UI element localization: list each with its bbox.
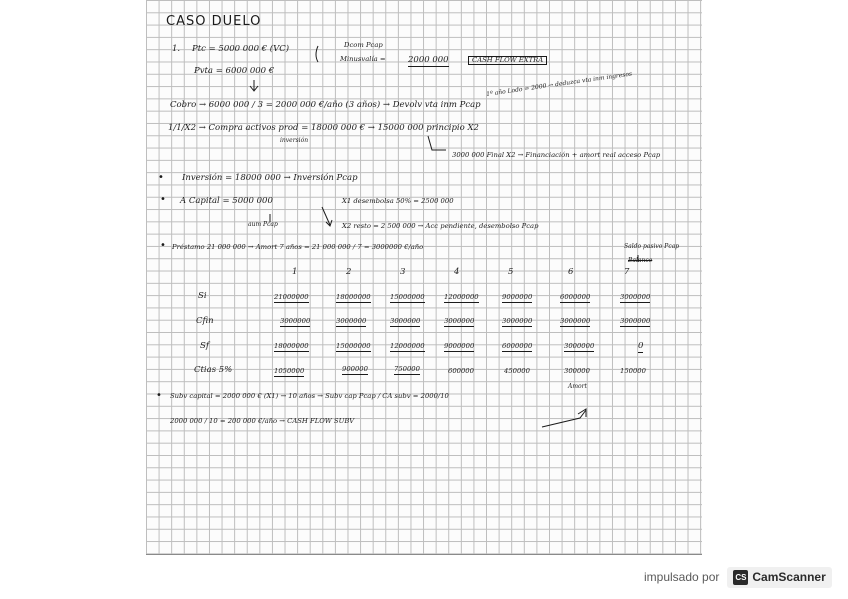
note-line: 1/1/X2 → Compra activos prod = 18000 000 € → 15000 000 principio X2 <box>168 123 479 133</box>
table-cell: 3000000 <box>564 342 595 350</box>
year-header: 1 <box>292 267 298 277</box>
note-line: inversión <box>280 137 309 144</box>
page-title: CASO DUELO <box>166 14 262 29</box>
note-line: Minusvalía = <box>340 55 386 63</box>
bullet: • <box>158 172 164 183</box>
table-row-label: Cfin <box>196 316 214 326</box>
table-cell: 15000000 <box>390 293 425 301</box>
camscanner-logo-icon: CS <box>733 570 748 585</box>
table-cell: 3000000 <box>560 317 591 325</box>
table-cell: 12000000 <box>444 293 479 301</box>
table-cell: 1050000 <box>274 367 305 375</box>
table-cell: 900000 <box>342 365 368 373</box>
table-row-label: Ctias 5% <box>194 365 233 375</box>
note-line: Subv capital = 2000 000 € (X1) → 10 años → Subv cap Pcap / CA subv = 2000/10 <box>170 392 449 400</box>
year-header: 3 <box>400 267 406 277</box>
note-line: Préstamo 21 000 000 → Amort 7 años = 21 000 000 / 7 = 3000000 €/año <box>172 243 424 251</box>
note-line: 2000 000 / 10 = 200 000 €/año → CASH FLOW SUBV <box>170 417 355 425</box>
table-cell: 3000000 <box>620 293 651 301</box>
table-cell: 3000000 <box>620 317 651 325</box>
handwritten-arrows <box>146 0 702 554</box>
table-cell: 600000 <box>448 367 474 375</box>
note-line: Saldo pasivo Pcap <box>624 243 680 250</box>
note-line: Amort <box>568 383 587 390</box>
table-cell: 3000000 <box>444 317 475 325</box>
note-line: Dcom Pcap <box>344 41 383 49</box>
note-line: 2000 000 <box>408 55 449 65</box>
table-cell: 9000000 <box>444 342 475 350</box>
table-row-label: Si <box>198 291 207 301</box>
table-cell: 3000000 <box>336 317 367 325</box>
note-line: Inversión = 18000 000 → Inversión Pcap <box>182 173 358 183</box>
year-header: 5 <box>508 267 514 277</box>
notebook-page <box>146 0 702 555</box>
note-line: CASH FLOW EXTRA <box>468 56 547 65</box>
note-line: Pvta = 6000 000 € <box>194 66 275 76</box>
bullet: • <box>160 194 166 205</box>
camscanner-brand: CamScanner <box>752 570 826 584</box>
table-cell: 6000000 <box>560 293 591 301</box>
table-cell: 15000000 <box>336 342 371 350</box>
table-cell: 12000000 <box>390 342 425 350</box>
note-line: 1. <box>172 44 181 54</box>
note-line: A Capital = 5000 000 <box>180 196 273 206</box>
year-header: 4 <box>454 267 460 277</box>
note-line: 1º año Lodo = 2000 → deduzca vta inm ingresos <box>485 70 633 98</box>
table-cell: 3000000 <box>390 317 421 325</box>
table-cell: 18000000 <box>274 342 309 350</box>
table-cell: 3000000 <box>280 317 311 325</box>
camscanner-logo <box>727 567 831 588</box>
table-row-label: Sf <box>200 341 209 351</box>
year-header: 2 <box>346 267 352 277</box>
table-cell: 3000000 <box>502 317 533 325</box>
note-line: 3000 000 Final X2 → Financiación + amort real acceso Pcap <box>452 151 661 159</box>
note-line: X2 resto = 2 500 000 → Acc pendiente, desembolso Pcap <box>342 222 539 230</box>
table-cell: 6000000 <box>502 342 533 350</box>
bullet: • <box>160 240 166 251</box>
table-cell: 150000 <box>620 367 646 375</box>
scanner-watermark <box>644 566 832 588</box>
powered-by-text: impulsado por <box>644 570 720 584</box>
table-cell: 750000 <box>394 365 420 373</box>
note-line: X1 desembolsa 50% = 2500 000 <box>342 197 454 205</box>
year-header: 6 <box>568 267 574 277</box>
note-line: aum Pcap <box>248 221 278 228</box>
note-line: Balance <box>628 257 653 264</box>
table-cell: 450000 <box>504 367 530 375</box>
note-line: Cobro → 6000 000 / 3 = 2000 000 €/año (3 años) → Devolv vta inm Pcap <box>170 100 481 110</box>
bullet: • <box>156 390 162 401</box>
table-cell: 21000000 <box>274 293 309 301</box>
year-header: 7 <box>624 267 630 277</box>
table-cell: 18000000 <box>336 293 371 301</box>
table-cell: 300000 <box>564 367 590 375</box>
note-line: Ptc = 5000 000 € (VC) <box>192 44 290 54</box>
table-cell: 9000000 <box>502 293 533 301</box>
table-cell: 0 <box>638 341 644 351</box>
